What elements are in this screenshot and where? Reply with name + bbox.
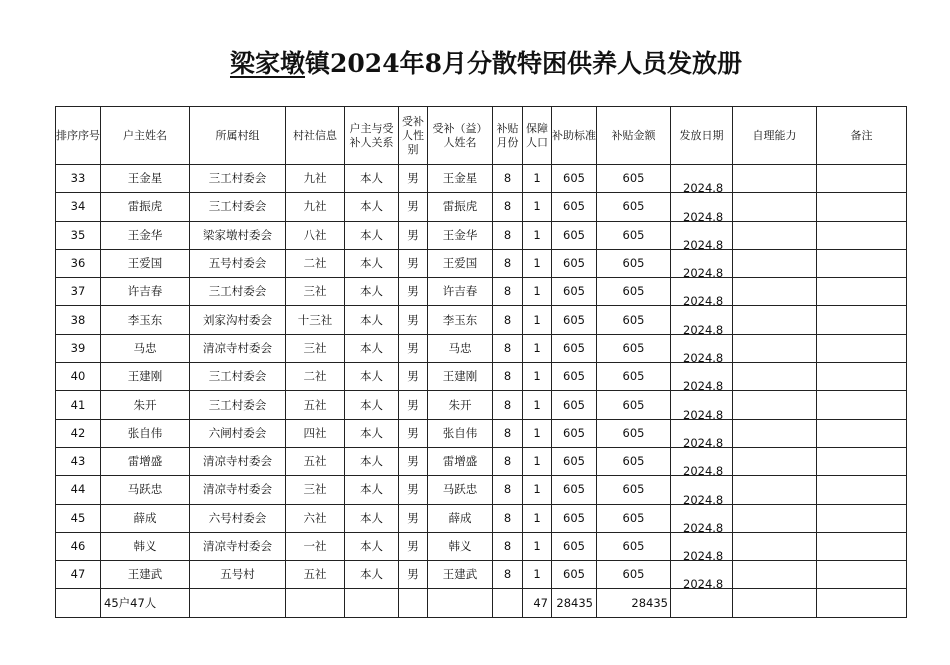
cell-col-people: 1 [523,363,552,391]
distribution-table [55,106,907,618]
cell-col-village: 清凉寺村委会 [190,334,286,362]
cell-col-amount: 605 [597,278,671,306]
cell-col-recipient: 韩义 [428,532,493,560]
cell-col-seq: 45 [56,504,101,532]
cell-col-standard: 605 [552,561,597,589]
header-col-gender: 受补人性别 [399,107,428,165]
cell-col-seq: 42 [56,419,101,447]
cell-col-month: 8 [493,447,523,475]
cell-col-recipient: 雷增盛 [428,447,493,475]
cell-col-village: 三工村委会 [190,363,286,391]
cell-col-standard: 605 [552,532,597,560]
cell-col-relation: 本人 [345,532,399,560]
cell-col-selfcare [733,334,817,362]
cell-col-remark [817,532,907,560]
cell-col-seq: 37 [56,278,101,306]
cell-col-group: 三社 [286,278,345,306]
cell-col-month: 8 [493,193,523,221]
cell-col-selfcare [733,306,817,334]
cell-col-seq: 39 [56,334,101,362]
header-col-month: 补贴月份 [493,107,523,165]
cell-col-householder: 王建刚 [101,363,190,391]
cell-col-amount: 605 [597,419,671,447]
cell-col-relation: 本人 [345,391,399,419]
cell-col-date [671,306,733,334]
cell-col-month: 8 [493,391,523,419]
cell-col-amount: 605 [597,476,671,504]
cell-col-selfcare [733,249,817,277]
cell-col-month: 8 [493,504,523,532]
cell-col-relation: 本人 [345,306,399,334]
cell-col-householder: 张自伟 [101,419,190,447]
header-col-amount: 补贴金额 [597,107,671,165]
cell-col-date [671,363,733,391]
cell-col-amount: 605 [597,221,671,249]
cell-col-remark [817,165,907,193]
cell-col-relation: 本人 [345,476,399,504]
header-col-people: 保障人口 [523,107,552,165]
cell-col-village: 三工村委会 [190,278,286,306]
cell-col-relation: 本人 [345,249,399,277]
cell-col-people: 1 [523,561,552,589]
total-blank [56,589,101,618]
cell-col-date [671,334,733,362]
cell-col-seq: 36 [56,249,101,277]
cell-col-householder: 朱开 [101,391,190,419]
cell-col-householder: 马忠 [101,334,190,362]
table-row [56,306,907,334]
page-title [0,44,950,80]
header-col-date: 发放日期 [671,107,733,165]
cell-col-relation: 本人 [345,334,399,362]
cell-col-village: 清凉寺村委会 [190,447,286,475]
cell-col-gender: 男 [399,249,428,277]
header-col-group: 村社信息 [286,107,345,165]
cell-col-recipient: 马跃忠 [428,476,493,504]
cell-col-seq: 33 [56,165,101,193]
cell-col-seq: 47 [56,561,101,589]
cell-col-village: 六闸村委会 [190,419,286,447]
cell-col-group: 八社 [286,221,345,249]
cell-col-gender: 男 [399,447,428,475]
cell-col-people: 1 [523,278,552,306]
cell-col-people: 1 [523,165,552,193]
cell-col-gender: 男 [399,363,428,391]
cell-col-people: 1 [523,419,552,447]
total-people: 47 [523,589,552,618]
cell-col-standard: 605 [552,249,597,277]
cell-col-amount: 605 [597,532,671,560]
total-blank [817,589,907,618]
cell-col-remark [817,391,907,419]
cell-col-group: 六社 [286,504,345,532]
cell-col-month: 8 [493,249,523,277]
cell-col-gender: 男 [399,476,428,504]
cell-col-gender: 男 [399,561,428,589]
cell-col-seq: 46 [56,532,101,560]
date-value: 2024.8 [683,209,724,222]
cell-col-seq: 35 [56,221,101,249]
cell-col-people: 1 [523,476,552,504]
cell-col-date [671,476,733,504]
cell-col-gender: 男 [399,278,428,306]
cell-col-standard: 605 [552,221,597,249]
table-row [56,221,907,249]
cell-col-relation: 本人 [345,504,399,532]
cell-col-remark [817,447,907,475]
cell-col-month: 8 [493,363,523,391]
cell-col-selfcare [733,221,817,249]
cell-col-amount: 605 [597,193,671,221]
title-town: 梁家墩 [230,49,306,78]
cell-col-gender: 男 [399,165,428,193]
table-row [56,193,907,221]
cell-col-gender: 男 [399,391,428,419]
cell-col-recipient: 朱开 [428,391,493,419]
cell-col-remark [817,306,907,334]
cell-col-recipient: 王建武 [428,561,493,589]
date-value: 2024.8 [683,464,724,476]
cell-col-amount: 605 [597,306,671,334]
date-value: 2024.8 [683,237,724,250]
cell-col-amount: 605 [597,447,671,475]
cell-col-recipient: 王金华 [428,221,493,249]
cell-col-date [671,165,733,193]
cell-col-householder: 李玉东 [101,306,190,334]
cell-col-village: 刘家沟村委会 [190,306,286,334]
cell-col-month: 8 [493,334,523,362]
cell-col-amount: 605 [597,334,671,362]
cell-col-month: 8 [493,419,523,447]
cell-col-group: 五社 [286,561,345,589]
total-blank [671,589,733,618]
cell-col-selfcare [733,165,817,193]
cell-col-selfcare [733,532,817,560]
cell-col-recipient: 王爱国 [428,249,493,277]
title-rest: 镇2024年8月分散特困供养人员发放册 [305,49,742,78]
header-col-selfcare: 自理能力 [733,107,817,165]
cell-col-seq: 40 [56,363,101,391]
table-row [56,447,907,475]
cell-col-standard: 605 [552,419,597,447]
cell-col-gender: 男 [399,419,428,447]
table-row [56,363,907,391]
cell-col-group: 十三社 [286,306,345,334]
cell-col-date [671,193,733,221]
cell-col-group: 二社 [286,363,345,391]
cell-col-householder: 薛成 [101,504,190,532]
cell-col-remark [817,419,907,447]
table-row [56,419,907,447]
cell-col-relation: 本人 [345,193,399,221]
cell-col-remark [817,363,907,391]
cell-col-standard: 605 [552,306,597,334]
cell-col-standard: 605 [552,447,597,475]
cell-col-village: 三工村委会 [190,193,286,221]
cell-col-householder: 韩义 [101,532,190,560]
cell-col-householder: 王金华 [101,221,190,249]
cell-col-standard: 605 [552,363,597,391]
cell-col-people: 1 [523,504,552,532]
cell-col-standard: 605 [552,278,597,306]
cell-col-date [671,504,733,532]
cell-col-group: 五社 [286,391,345,419]
cell-col-gender: 男 [399,306,428,334]
table-row [56,561,907,589]
cell-col-date [671,249,733,277]
date-value: 2024.8 [683,294,724,306]
date-value: 2024.8 [683,492,724,505]
cell-col-relation: 本人 [345,165,399,193]
cell-col-recipient: 王金星 [428,165,493,193]
cell-col-selfcare [733,476,817,504]
cell-col-selfcare [733,561,817,589]
cell-col-people: 1 [523,334,552,362]
cell-col-date [671,447,733,475]
cell-col-month: 8 [493,476,523,504]
cell-col-selfcare [733,419,817,447]
total-blank [493,589,523,618]
cell-col-remark [817,504,907,532]
cell-col-village: 清凉寺村委会 [190,476,286,504]
cell-col-recipient: 薛成 [428,504,493,532]
cell-col-relation: 本人 [345,419,399,447]
cell-col-gender: 男 [399,334,428,362]
cell-col-gender: 男 [399,504,428,532]
cell-col-village: 清凉寺村委会 [190,532,286,560]
header-col-standard: 补助标准 [552,107,597,165]
cell-col-group: 三社 [286,334,345,362]
cell-col-remark [817,193,907,221]
cell-col-householder: 许吉春 [101,278,190,306]
cell-col-remark [817,278,907,306]
cell-col-seq: 44 [56,476,101,504]
date-value: 2024.8 [683,322,724,335]
table-row [56,391,907,419]
cell-col-gender: 男 [399,532,428,560]
cell-col-date [671,391,733,419]
cell-col-remark [817,476,907,504]
cell-col-group: 二社 [286,249,345,277]
cell-col-amount: 605 [597,561,671,589]
cell-col-month: 8 [493,221,523,249]
total-blank [733,589,817,618]
cell-col-selfcare [733,363,817,391]
header-row [56,107,907,165]
cell-col-amount: 605 [597,363,671,391]
cell-col-recipient: 雷振虎 [428,193,493,221]
cell-col-selfcare [733,504,817,532]
cell-col-remark [817,334,907,362]
cell-col-seq: 34 [56,193,101,221]
cell-col-village: 五号村委会 [190,249,286,277]
cell-col-recipient: 王建刚 [428,363,493,391]
header-col-seq: 排序序号 [56,107,101,165]
cell-col-selfcare [733,278,817,306]
total-standard-sum: 28435 [552,589,597,618]
cell-col-group: 五社 [286,447,345,475]
date-value: 2024.8 [683,577,724,589]
cell-col-people: 1 [523,193,552,221]
cell-col-recipient: 张自伟 [428,419,493,447]
cell-col-month: 8 [493,532,523,560]
cell-col-relation: 本人 [345,561,399,589]
table-row [56,504,907,532]
cell-col-standard: 605 [552,391,597,419]
total-blank [428,589,493,618]
total-households: 45户47人 [101,589,190,618]
cell-col-month: 8 [493,165,523,193]
cell-col-amount: 605 [597,391,671,419]
cell-col-standard: 605 [552,165,597,193]
cell-col-month: 8 [493,306,523,334]
cell-col-people: 1 [523,249,552,277]
total-blank [399,589,428,618]
date-value: 2024.8 [683,266,724,278]
cell-col-group: 三社 [286,476,345,504]
date-value: 2024.8 [683,549,724,561]
table-row [56,165,907,193]
date-value: 2024.8 [683,407,724,420]
cell-col-recipient: 李玉东 [428,306,493,334]
cell-col-standard: 605 [552,334,597,362]
cell-col-people: 1 [523,532,552,560]
table-row [56,278,907,306]
cell-col-seq: 43 [56,447,101,475]
cell-col-gender: 男 [399,193,428,221]
cell-col-standard: 605 [552,476,597,504]
cell-col-householder: 王金星 [101,165,190,193]
cell-col-date [671,419,733,447]
header-col-village: 所属村组 [190,107,286,165]
cell-col-householder: 马跃忠 [101,476,190,504]
cell-col-householder: 雷振虎 [101,193,190,221]
cell-col-village: 六号村委会 [190,504,286,532]
date-value: 2024.8 [683,520,724,533]
date-value: 2024.8 [683,379,724,391]
cell-col-date [671,221,733,249]
cell-col-seq: 38 [56,306,101,334]
cell-col-group: 九社 [286,193,345,221]
cell-col-relation: 本人 [345,363,399,391]
cell-col-standard: 605 [552,504,597,532]
cell-col-relation: 本人 [345,278,399,306]
table-row [56,334,907,362]
date-value: 2024.8 [683,181,724,193]
cell-col-month: 8 [493,561,523,589]
cell-col-village: 梁家墩村委会 [190,221,286,249]
cell-col-people: 1 [523,391,552,419]
cell-col-householder: 王爱国 [101,249,190,277]
cell-col-seq: 41 [56,391,101,419]
cell-col-gender: 男 [399,221,428,249]
cell-col-people: 1 [523,447,552,475]
cell-col-remark [817,561,907,589]
total-blank [190,589,286,618]
cell-col-village: 三工村委会 [190,165,286,193]
cell-col-village: 三工村委会 [190,391,286,419]
header-col-remark: 备注 [817,107,907,165]
table-row [56,476,907,504]
date-value: 2024.8 [683,351,724,363]
cell-col-selfcare [733,193,817,221]
date-value: 2024.8 [683,435,724,448]
table-row [56,249,907,277]
cell-col-remark [817,249,907,277]
table-row [56,532,907,560]
cell-col-group: 四社 [286,419,345,447]
cell-col-remark [817,221,907,249]
total-row [56,589,907,618]
cell-col-recipient: 许吉春 [428,278,493,306]
cell-col-householder: 雷增盛 [101,447,190,475]
cell-col-householder: 王建武 [101,561,190,589]
cell-col-date [671,561,733,589]
header-col-relation: 户主与受补人关系 [345,107,399,165]
cell-col-selfcare [733,447,817,475]
header-col-householder: 户主姓名 [101,107,190,165]
cell-col-people: 1 [523,306,552,334]
cell-col-amount: 605 [597,165,671,193]
total-amount-sum: 28435 [597,589,671,618]
cell-col-group: 一社 [286,532,345,560]
cell-col-recipient: 马忠 [428,334,493,362]
cell-col-amount: 605 [597,504,671,532]
header-col-recipient: 受补（益）人姓名 [428,107,493,165]
cell-col-date [671,532,733,560]
cell-col-standard: 605 [552,193,597,221]
cell-col-relation: 本人 [345,447,399,475]
cell-col-relation: 本人 [345,221,399,249]
cell-col-month: 8 [493,278,523,306]
cell-col-selfcare [733,391,817,419]
total-blank [345,589,399,618]
cell-col-date [671,278,733,306]
cell-col-people: 1 [523,221,552,249]
cell-col-amount: 605 [597,249,671,277]
cell-col-group: 九社 [286,165,345,193]
total-blank [286,589,345,618]
cell-col-village: 五号村 [190,561,286,589]
